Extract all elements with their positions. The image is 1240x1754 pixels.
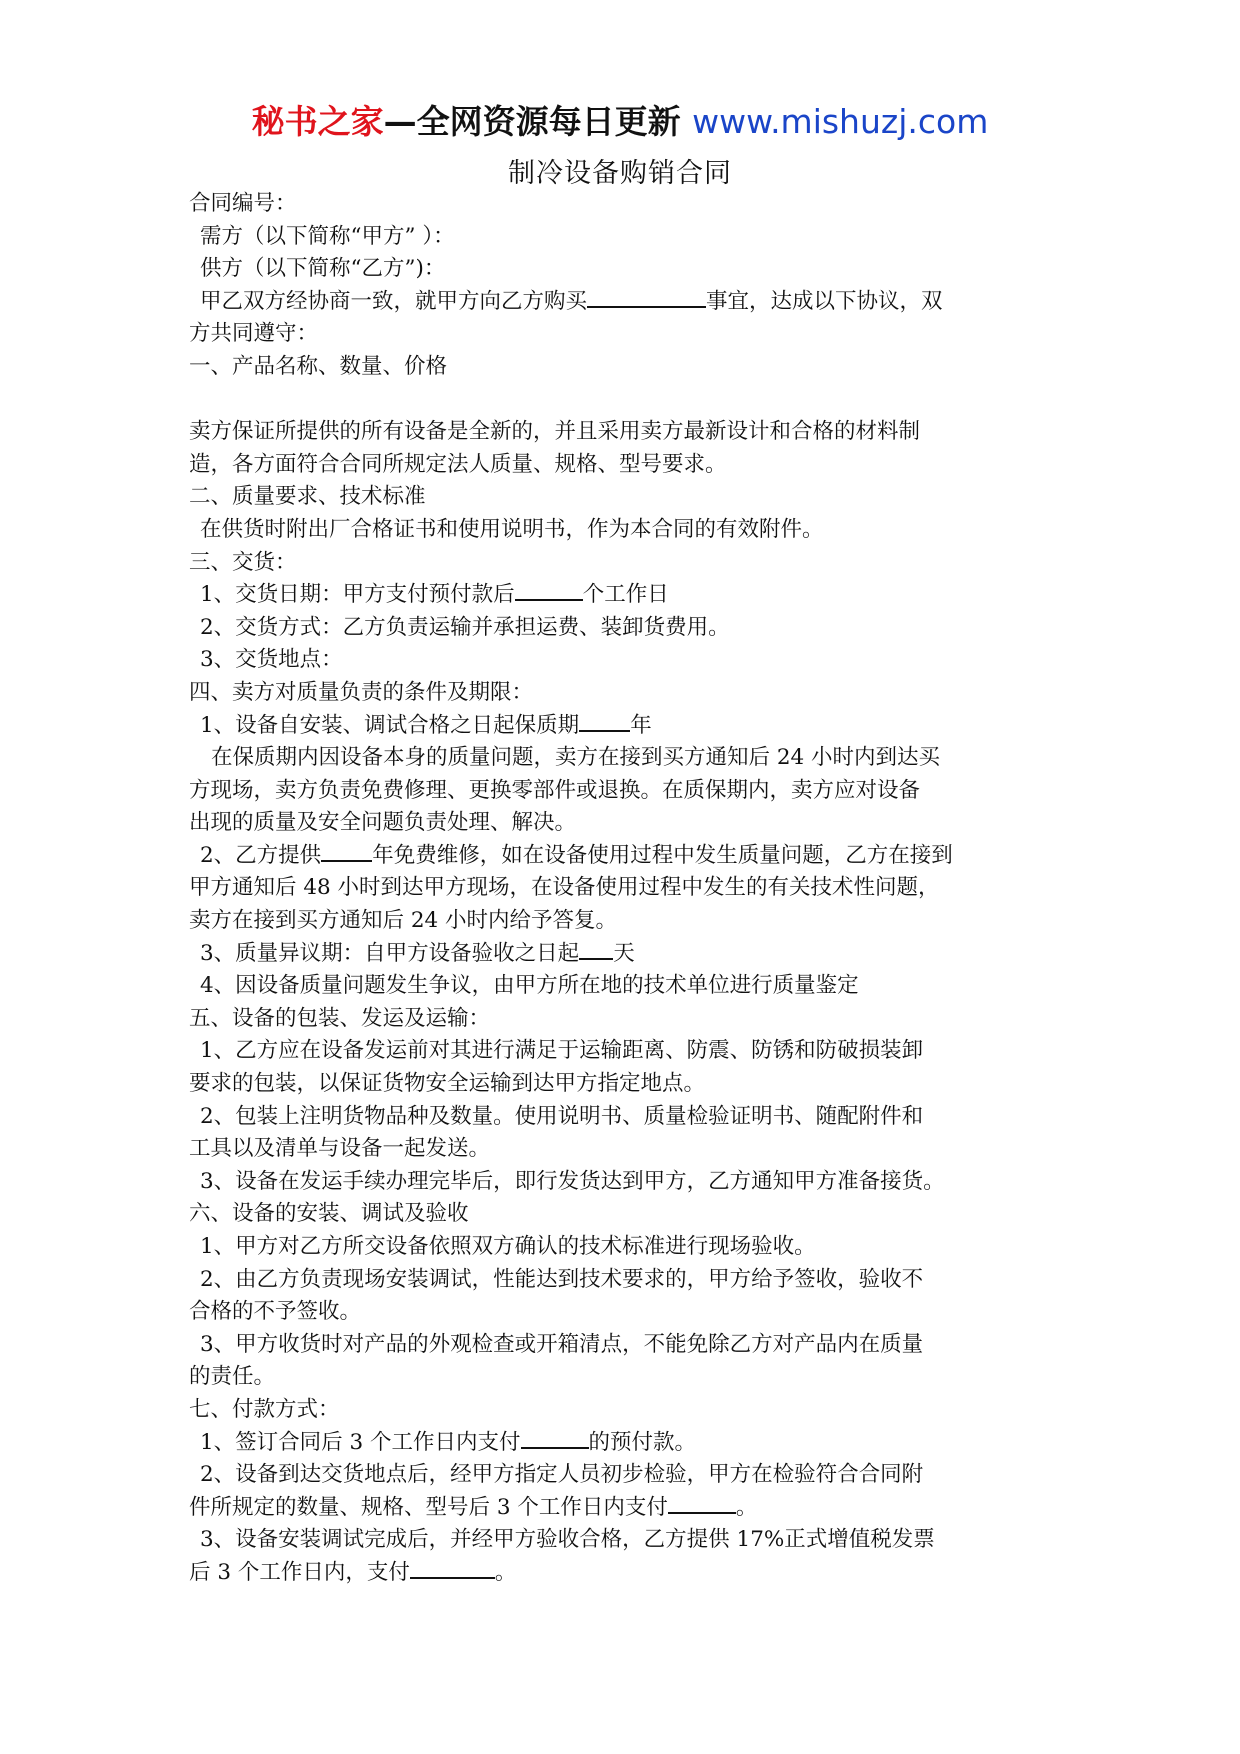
line-text: 2、设备到达交货地点后，经甲方指定人员初步检验，甲方在检验符合合同附 xyxy=(200,1462,924,1488)
line-text: 1、甲方对乙方所交设备依照双方确认的技术标准进行现场验收。 xyxy=(200,1234,816,1259)
contract-line xyxy=(189,970,1051,1003)
contract-line xyxy=(189,351,1051,384)
line-text: 六、设备的安装、调试及验收 xyxy=(189,1201,469,1227)
contract-line xyxy=(189,221,1051,254)
line-text: 在供货时附出厂合格证书和使用说明书，作为本合同的有效附件。 xyxy=(200,516,824,542)
contract-line xyxy=(189,449,1051,482)
contract-line xyxy=(189,286,1051,319)
contract-line xyxy=(189,710,1051,743)
line-text: 年 xyxy=(630,712,652,738)
contract-line xyxy=(189,1133,1051,1166)
line-text: 造，各方面符合合同所规定法人质量、规格、型号要求。 xyxy=(189,451,727,477)
line-text: 在保质期内因设备本身的质量问题，卖方在接到买方通知后 24 小时内到达买 xyxy=(211,745,941,771)
contract-line xyxy=(189,612,1051,645)
line-text: 要求的包装，以保证货物安全运输到达甲方指定地点。 xyxy=(189,1071,706,1097)
contract-line xyxy=(189,1459,1051,1492)
line-text: 甲乙双方经协商一致，就甲方向乙方购买 xyxy=(200,288,588,314)
contract-line xyxy=(189,547,1051,580)
contract-line xyxy=(189,1329,1051,1362)
line-text: 方现场，卖方负责免费修理、更换零部件或退换。在质保期内，卖方应对设备 xyxy=(189,777,921,803)
fill-in-blank xyxy=(579,710,630,732)
fill-in-blank xyxy=(668,1492,736,1514)
contract-line xyxy=(189,416,1051,449)
contract-line xyxy=(189,1068,1051,1101)
contract-line xyxy=(189,514,1051,547)
line-text: 3、质量异议期：自甲方设备验收之日起 xyxy=(200,940,580,966)
contract-line xyxy=(189,644,1051,677)
contract-line xyxy=(189,1035,1051,1068)
line-text: 的责任。 xyxy=(189,1364,276,1390)
contract-line xyxy=(189,1361,1051,1394)
contract-line xyxy=(189,677,1051,710)
site-url-link[interactable]: www.mishuzj.com xyxy=(692,102,989,141)
line-text: 。 xyxy=(494,1559,517,1585)
contract-line xyxy=(189,1264,1051,1297)
fill-in-blank xyxy=(515,579,583,601)
line-text: 天 xyxy=(613,940,635,966)
line-text: 。 xyxy=(735,1494,758,1520)
line-text: 二、质量要求、技术标准 xyxy=(189,484,426,510)
line-text: 2、乙方提供 xyxy=(200,842,322,868)
contract-line xyxy=(189,1101,1051,1134)
contract-line xyxy=(189,840,1051,873)
contract-line xyxy=(189,253,1051,286)
contract-line xyxy=(189,1394,1051,1427)
contract-line xyxy=(189,1524,1051,1557)
line-text: 个工作日 xyxy=(582,582,669,608)
line-text: 供方（以下简称“乙方”)： xyxy=(200,256,446,282)
site-slogan: —全网资源每日更新 xyxy=(383,102,681,141)
fill-in-blank xyxy=(579,938,613,960)
line-text: 卖方在接到买方通知后 24 小时内给予答复。 xyxy=(189,908,618,934)
contract-line xyxy=(189,384,1051,417)
line-text: 1、签订合同后 3 个工作日内支付 xyxy=(200,1429,521,1455)
contract-line xyxy=(189,775,1051,808)
fill-in-blank xyxy=(410,1557,495,1579)
line-text: 一、产品名称、数量、价格 xyxy=(189,353,448,379)
line-text: 七、付款方式： xyxy=(189,1396,340,1422)
contract-line xyxy=(189,1296,1051,1329)
contract-line xyxy=(189,188,1051,221)
line-text: 出现的质量及安全问题负责处理、解决。 xyxy=(189,810,577,836)
fill-in-blank xyxy=(321,840,372,862)
line-text: 合同编号： xyxy=(189,191,297,216)
line-text: 2、包装上注明货物品种及数量。使用说明书、质量检验证明书、随配附件和 xyxy=(200,1103,924,1129)
contract-line xyxy=(189,1003,1051,1036)
line-text: 1、乙方应在设备发运前对其进行满足于运输距离、防震、防锈和防破损装卸 xyxy=(200,1038,924,1064)
site-banner xyxy=(0,100,1240,144)
site-brand-name: 秘书之家 xyxy=(251,102,384,141)
contract-body xyxy=(189,188,1051,1590)
contract-line xyxy=(189,742,1051,775)
line-text: 四、卖方对质量负责的条件及期限： xyxy=(189,679,534,705)
contract-line xyxy=(189,938,1051,971)
line-text: 方共同遵守： xyxy=(189,321,319,347)
line-text: 三、交货： xyxy=(189,549,297,575)
line-text: 3、交货地点： xyxy=(200,647,343,673)
line-text: 2、交货方式：乙方负责运输并承担运费、装卸货费用。 xyxy=(200,614,730,640)
line-text: 工具以及清单与设备一起发送。 xyxy=(189,1136,491,1162)
line-text: 后 3 个工作日内，支付 xyxy=(189,1559,410,1585)
line-text: 需方（以下简称“甲方” ）： xyxy=(200,223,455,249)
line-text: 1、设备自安装、调试合格之日起保质期 xyxy=(200,712,580,738)
contract-line xyxy=(189,1198,1051,1231)
line-text: 3、设备安装调试完成后，并经甲方验收合格，乙方提供 17%正式增值税发票 xyxy=(200,1527,935,1553)
contract-line xyxy=(189,481,1051,514)
contract-line xyxy=(189,807,1051,840)
document-title: 制冷设备购销合同 xyxy=(508,158,732,189)
contract-line xyxy=(189,1166,1051,1199)
line-text: 件所规定的数量、规格、型号后 3 个工作日内支付 xyxy=(189,1494,668,1520)
line-text: 事宜，达成以下协议，双 xyxy=(706,288,943,314)
fill-in-blank xyxy=(521,1427,589,1449)
line-text: 4、因设备质量问题发生争议，由甲方所在地的技术单位进行质量鉴定 xyxy=(200,973,859,999)
line-text: 3、设备在发运手续办理完毕后，即行发货达到甲方，乙方通知甲方准备接货。 xyxy=(200,1168,945,1194)
line-text: 3、甲方收货时对产品的外观检查或开箱清点，不能免除乙方对产品内在质量 xyxy=(200,1331,924,1357)
line-text: 年免费维修，如在设备使用过程中发生质量问题，乙方在接到 xyxy=(372,842,953,868)
contract-line xyxy=(189,1427,1051,1460)
line-text: 2、由乙方负责现场安装调试，性能达到技术要求的，甲方给予签收，验收不 xyxy=(200,1266,924,1292)
contract-line xyxy=(189,1492,1051,1525)
line-text: 卖方保证所提供的所有设备是全新的，并且采用卖方最新设计和合格的材料制 xyxy=(189,419,921,445)
line-text: 甲方通知后 48 小时到达甲方现场，在设备使用过程中发生的有关技术性问题， xyxy=(189,875,940,901)
fill-in-blank xyxy=(587,286,706,308)
contract-line xyxy=(189,579,1051,612)
contract-line xyxy=(189,1231,1051,1264)
line-text: 合格的不予签收。 xyxy=(189,1299,362,1325)
line-text: 的预付款。 xyxy=(588,1429,697,1455)
line-text: 1、交货日期：甲方支付预付款后 xyxy=(200,582,515,608)
contract-line xyxy=(189,318,1051,351)
contract-line xyxy=(189,1557,1051,1590)
contract-line xyxy=(189,872,1051,905)
line-text: 五、设备的包装、发运及运输： xyxy=(189,1005,491,1031)
contract-line xyxy=(189,905,1051,938)
